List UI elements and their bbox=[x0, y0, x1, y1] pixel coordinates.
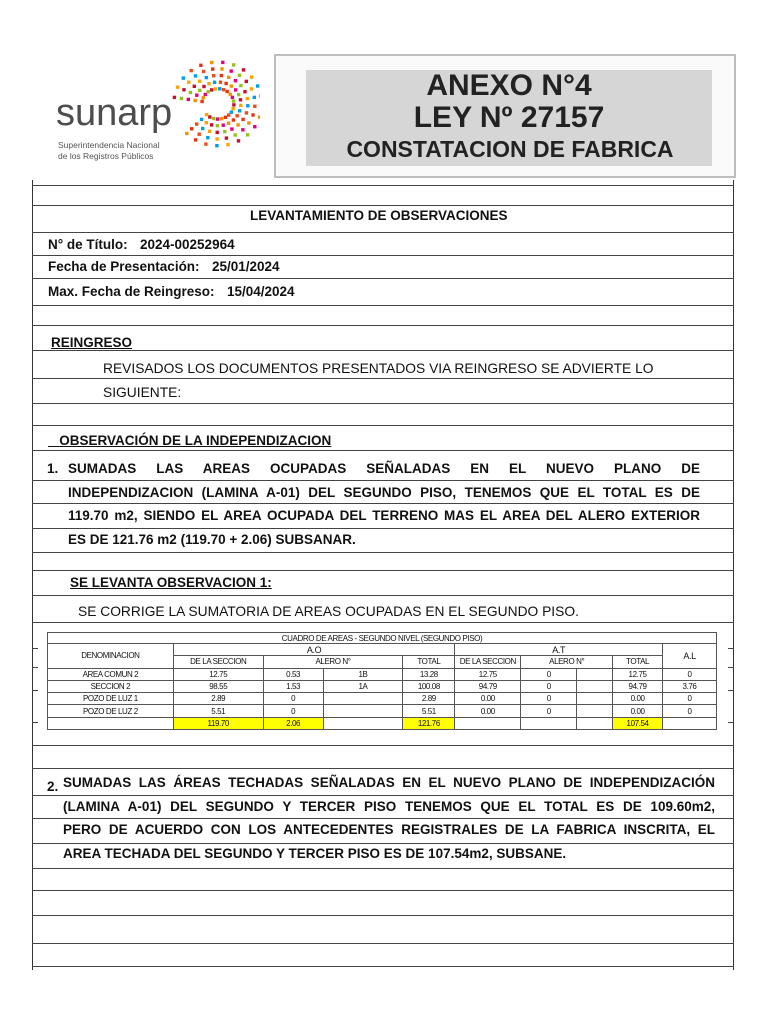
sunburst-dot bbox=[193, 85, 196, 88]
obs2-paragraph bbox=[63, 771, 715, 865]
sunburst-dot bbox=[253, 125, 256, 128]
total-at-total: 107.54 bbox=[613, 717, 663, 729]
sunburst-dot bbox=[253, 96, 256, 99]
table-cell: 2.89 bbox=[173, 693, 263, 705]
table-header-cell: TOTAL bbox=[613, 656, 663, 668]
sunburst-dot bbox=[243, 90, 246, 93]
ruled-line bbox=[32, 278, 734, 279]
sunburst-dot bbox=[180, 97, 183, 100]
sunburst-dot bbox=[232, 99, 235, 102]
sunburst-dot bbox=[226, 90, 229, 93]
sunburst-dot bbox=[230, 127, 233, 130]
sunburst-dot bbox=[190, 127, 193, 130]
sunburst-dot bbox=[230, 111, 233, 114]
total-ao-alero: 2.06 bbox=[263, 717, 323, 729]
ruled-line bbox=[32, 325, 734, 326]
sunburst-dot bbox=[210, 88, 213, 91]
sunburst-dot bbox=[205, 121, 208, 124]
sunburst-dot bbox=[215, 144, 218, 147]
sunburst-dot bbox=[239, 104, 242, 107]
sunburst-dot bbox=[239, 98, 242, 101]
total-ao-total: 121.76 bbox=[403, 717, 455, 729]
max-fecha-label: Max. Fecha de Reingreso: bbox=[48, 284, 215, 299]
sunburst-dot bbox=[241, 118, 244, 121]
table-cell: 12.75 bbox=[613, 668, 663, 680]
table-cell: 0 bbox=[521, 680, 577, 692]
ruled-line bbox=[32, 205, 734, 206]
table-header-cell: TOTAL bbox=[403, 656, 455, 668]
sunburst-dot bbox=[239, 84, 242, 87]
logo-subtitle-1: Superintendencia Nacional bbox=[58, 140, 160, 150]
levanta-heading: SE LEVANTA OBSERVACION 1: bbox=[70, 575, 272, 590]
obs2-line: SUMADAS LAS ÁREAS TECHADAS SEÑALADAS EN EL NUEVO PLANO DE INDEPENDIZACIÓN bbox=[63, 775, 715, 790]
ruled-line bbox=[32, 966, 734, 967]
sunburst-dot bbox=[195, 94, 198, 97]
obs2-line: PERO DE ACUERDO CON LOS ANTECEDENTES REGISTRALES DE LA FABRICA INSCRITA, EL bbox=[63, 822, 715, 837]
logo-subtitle-2: de los Registros Públicos bbox=[58, 151, 154, 161]
sunburst-dot bbox=[187, 98, 190, 101]
table-header-cell: ALERO N° bbox=[521, 656, 613, 668]
sunburst-dot bbox=[230, 84, 233, 87]
table-cell: 100.08 bbox=[403, 680, 455, 692]
anexo-header-box bbox=[274, 54, 736, 178]
table-cell bbox=[323, 717, 403, 729]
sunburst-dot bbox=[202, 96, 205, 99]
sunburst-dot bbox=[246, 97, 249, 100]
ley-title: LEY Nº 27157 bbox=[413, 101, 605, 134]
table-cell: 94.79 bbox=[613, 680, 663, 692]
sunburst-dot bbox=[208, 130, 211, 133]
sunarp-logo bbox=[50, 58, 260, 168]
sunburst-dot bbox=[236, 114, 239, 117]
table-cell: POZO DE LUZ 1 bbox=[48, 693, 174, 705]
ruled-line bbox=[32, 403, 734, 404]
sunburst-dot bbox=[224, 116, 227, 119]
table-cell bbox=[323, 705, 403, 717]
sunburst-dot bbox=[246, 133, 249, 136]
table-cell: 13.28 bbox=[403, 668, 455, 680]
sunburst-dot bbox=[256, 84, 259, 87]
sunburst-dot bbox=[237, 139, 240, 142]
sunburst-dot bbox=[222, 88, 225, 91]
anexo-title: ANEXO N°4 bbox=[426, 69, 592, 102]
sunburst-dot bbox=[206, 136, 209, 139]
sunburst-dot bbox=[223, 130, 226, 133]
sunburst-dot bbox=[222, 124, 225, 127]
sunburst-dot bbox=[259, 94, 260, 97]
sunburst-dot bbox=[205, 76, 208, 79]
sunburst-dot bbox=[221, 61, 224, 64]
revisados-line-2: SIGUIENTE: bbox=[103, 385, 182, 400]
sunburst-dot bbox=[210, 61, 213, 64]
observacion-heading: OBSERVACIÓN DE LA INDEPENDIZACION bbox=[59, 433, 332, 448]
sunburst-dot bbox=[218, 87, 221, 90]
table-cell bbox=[323, 693, 403, 705]
obs1-line: SUMADAS LAS AREAS OCUPADAS SEÑALADAS EN EL NUEVO PLANO DE bbox=[68, 461, 700, 476]
sunburst-dot bbox=[200, 118, 203, 121]
sunburst-dot bbox=[224, 82, 227, 85]
total-ao-seccion: 119.70 bbox=[173, 717, 263, 729]
sunburst-dot bbox=[236, 123, 239, 126]
sunburst-dot bbox=[250, 87, 253, 90]
margin-tick bbox=[32, 648, 38, 649]
fecha-value: 25/01/2024 bbox=[212, 259, 280, 274]
sunburst-dot bbox=[234, 79, 237, 82]
ruled-line bbox=[32, 890, 734, 891]
table-cell: 3.76 bbox=[663, 680, 717, 692]
ruled-line bbox=[32, 378, 734, 379]
table-cell: SECCION 2 bbox=[48, 680, 174, 692]
table-cell: 5.51 bbox=[173, 705, 263, 717]
table-header-cell: ALERO N° bbox=[263, 656, 403, 668]
sunburst-dot bbox=[176, 86, 179, 89]
sunburst-dot bbox=[211, 67, 214, 70]
margin-tick bbox=[728, 667, 734, 668]
sunburst-dot bbox=[241, 128, 244, 131]
sunburst-dot bbox=[198, 133, 201, 136]
sunburst-dot bbox=[190, 69, 193, 72]
ruled-line bbox=[32, 570, 734, 571]
sunburst-dot bbox=[238, 74, 241, 77]
table-cell bbox=[577, 705, 613, 717]
table-header-al: A.L bbox=[663, 644, 717, 669]
sunburst-dot bbox=[215, 137, 218, 140]
table-cell: 0 bbox=[521, 705, 577, 717]
sunburst-dot bbox=[238, 109, 241, 112]
obs1-line: ES DE 121.76 m2 (119.70 + 2.06) SUBSANAR. bbox=[68, 531, 356, 547]
table-cell: 1.53 bbox=[263, 680, 323, 692]
sunburst-dot bbox=[185, 132, 188, 135]
ruled-line bbox=[32, 425, 734, 426]
table-header-denominacion: DENOMINACION bbox=[48, 644, 174, 669]
sunburst-dot bbox=[212, 74, 215, 77]
table-cell: POZO DE LUZ 2 bbox=[48, 705, 174, 717]
table-cell bbox=[521, 717, 577, 729]
ruled-line bbox=[32, 943, 734, 944]
sunburst-dot bbox=[200, 100, 203, 103]
sunburst-dot bbox=[232, 63, 235, 66]
ruled-line bbox=[32, 552, 734, 553]
table-cell: 0.00 bbox=[613, 693, 663, 705]
ruled-line bbox=[32, 305, 734, 306]
sunburst-dot bbox=[250, 75, 253, 78]
obs2-number: 2. bbox=[47, 779, 59, 794]
sunburst-dot bbox=[216, 124, 219, 127]
titulo-label: N° de Título: bbox=[48, 237, 128, 252]
obs1-paragraph bbox=[68, 457, 700, 551]
sunburst-dot bbox=[173, 96, 176, 99]
sunburst-dot bbox=[231, 96, 234, 99]
table-cell: 12.75 bbox=[455, 668, 521, 680]
table-cell: 5.51 bbox=[403, 705, 455, 717]
table-cell: 94.79 bbox=[455, 680, 521, 692]
table-cell: 0 bbox=[663, 705, 717, 717]
obs2-line: (LAMINA A-01) DEL SEGUNDO Y TERCER PISO TENEMOS QUE EL TOTAL ES DE 109.60m2, bbox=[63, 798, 715, 814]
fecha-label: Fecha de Presentación: bbox=[48, 259, 200, 274]
sunburst-dot bbox=[182, 88, 185, 91]
table-cell: 0 bbox=[663, 668, 717, 680]
section-heading: LEVANTAMIENTO DE OBSERVACIONES bbox=[250, 208, 508, 223]
reingreso-heading: REINGRESO bbox=[51, 335, 133, 350]
sunburst-dot bbox=[187, 81, 190, 84]
sunburst-dot bbox=[234, 88, 237, 91]
table-row bbox=[48, 668, 717, 680]
sunburst-dot bbox=[204, 93, 207, 96]
sunburst-dot bbox=[237, 93, 240, 96]
ruled-line bbox=[32, 185, 734, 186]
table-header-cell: DE LA SECCION bbox=[173, 656, 263, 668]
table-cell bbox=[577, 693, 613, 705]
sunburst-dot bbox=[198, 80, 201, 83]
ruled-line bbox=[32, 350, 734, 351]
ruled-line bbox=[32, 232, 734, 233]
sunburst-dot bbox=[234, 133, 237, 136]
ruled-line bbox=[32, 450, 734, 451]
sunburst-dot bbox=[251, 113, 254, 116]
sunburst-dot bbox=[231, 107, 234, 110]
sunburst-dot bbox=[247, 121, 250, 124]
sunburst-dot bbox=[245, 111, 248, 114]
table-header-cell: DE LA SECCION bbox=[455, 656, 521, 668]
sunburst-dot bbox=[216, 131, 219, 134]
sunburst-dot bbox=[232, 103, 235, 106]
sunburst-dot bbox=[229, 93, 232, 96]
areas-table bbox=[47, 632, 717, 730]
table-cell: 2.89 bbox=[403, 693, 455, 705]
margin-tick bbox=[728, 722, 734, 723]
ruled-line bbox=[32, 255, 734, 256]
sunburst-dot bbox=[214, 87, 217, 90]
table-cell: 0.00 bbox=[455, 693, 521, 705]
obs1-line: INDEPENDIZACION (LAMINA A-01) DEL SEGUNDO PISO, TENEMOS QUE EL TOTAL ES DE bbox=[68, 484, 700, 500]
table-cell: 0 bbox=[663, 693, 717, 705]
logo-wordmark: sunarp bbox=[56, 92, 173, 134]
sunburst-dot bbox=[189, 91, 192, 94]
sunburst-dot bbox=[210, 123, 213, 126]
table-cell: 0 bbox=[263, 705, 323, 717]
revisados-line-1: REVISADOS LOS DOCUMENTOS PRESENTADOS VIA REINGRESO SE ADVIERTE LO bbox=[103, 361, 654, 376]
sunburst-dot bbox=[194, 138, 197, 141]
table-cell bbox=[577, 668, 613, 680]
table-cell bbox=[577, 717, 613, 729]
table-cell: 98.55 bbox=[173, 680, 263, 692]
ruled-line bbox=[32, 595, 734, 596]
sunburst-dot bbox=[219, 81, 222, 84]
table-header-ao: A.O bbox=[173, 644, 455, 656]
table-cell bbox=[455, 717, 521, 729]
table-row bbox=[48, 680, 717, 692]
sunburst-dot bbox=[202, 85, 205, 88]
constatacion-title: CONSTATACION DE FABRICA bbox=[346, 136, 674, 162]
sunburst-dot bbox=[258, 115, 260, 118]
sunburst-dot bbox=[208, 115, 211, 118]
table-cell bbox=[663, 717, 717, 729]
sunburst-dot bbox=[182, 76, 185, 79]
table-cell: 0 bbox=[521, 693, 577, 705]
obs2-line: AREA TECHADA DEL SEGUNDO Y TERCER PISO ES DE 107.54m2, SUBSANE. bbox=[63, 845, 567, 861]
sunburst-dot bbox=[199, 64, 202, 67]
sunburst-dot bbox=[216, 117, 219, 120]
sunburst-dot bbox=[194, 74, 197, 77]
sunburst-dot bbox=[227, 113, 230, 116]
table-totals-row bbox=[48, 717, 717, 729]
sunburst-dot bbox=[195, 122, 198, 125]
ruled-line bbox=[32, 868, 734, 869]
table-cell: 12.75 bbox=[173, 668, 263, 680]
sunburst-dot bbox=[227, 122, 230, 125]
sunburst-dot bbox=[207, 82, 210, 85]
sunburst-dot bbox=[226, 143, 229, 146]
corrige-text: SE CORRIGE LA SUMATORIA DE AREAS OCUPADAS EN EL SEGUNDO PISO. bbox=[78, 604, 579, 619]
sunburst-dot bbox=[207, 90, 210, 93]
table-cell: AREA COMUN 2 bbox=[48, 668, 174, 680]
anexo-header-fill bbox=[306, 70, 712, 166]
table-title: CUADRO DE AREAS - SEGUNDO NIVEL (SEGUNDO PISO) bbox=[48, 633, 717, 644]
table-cell: 1B bbox=[323, 668, 403, 680]
table-cell: 0.00 bbox=[613, 705, 663, 717]
ruled-line bbox=[32, 745, 734, 746]
ruled-line bbox=[32, 622, 734, 623]
sunburst-dot bbox=[201, 127, 204, 130]
margin-tick bbox=[32, 690, 38, 691]
table-cell: 1A bbox=[323, 680, 403, 692]
titulo-value: 2024-00252964 bbox=[140, 237, 235, 252]
ruled-line bbox=[32, 768, 734, 769]
obs1-number: 1. bbox=[47, 461, 59, 476]
table-cell bbox=[48, 717, 174, 729]
sunburst-dot bbox=[220, 74, 223, 77]
sunburst-dot bbox=[220, 67, 223, 70]
sunburst-dot bbox=[202, 70, 205, 73]
margin-tick bbox=[32, 667, 38, 668]
margin-tick bbox=[32, 722, 38, 723]
table-cell: 0 bbox=[263, 693, 323, 705]
table-header-at: A.T bbox=[455, 644, 663, 656]
sunburst-dot bbox=[253, 105, 256, 108]
table-cell bbox=[577, 680, 613, 692]
ruled-line bbox=[32, 915, 734, 916]
table-cell: 0.53 bbox=[263, 668, 323, 680]
table-row bbox=[48, 693, 717, 705]
table-cell: 0.00 bbox=[455, 705, 521, 717]
margin-tick bbox=[728, 690, 734, 691]
sunburst-dot bbox=[225, 136, 228, 139]
sunburst-dot bbox=[212, 117, 215, 120]
sunburst-dot bbox=[205, 113, 208, 116]
sunburst-dot bbox=[227, 76, 230, 79]
sunburst-dot bbox=[242, 68, 245, 71]
sunburst-dot bbox=[213, 81, 216, 84]
sunburst-dot bbox=[246, 104, 249, 107]
sunburst-dot bbox=[204, 142, 207, 145]
table-row bbox=[48, 705, 717, 717]
margin-tick bbox=[728, 648, 734, 649]
sunburst-dot bbox=[198, 89, 201, 92]
sunburst-dot bbox=[232, 118, 235, 121]
sunburst-dot bbox=[194, 99, 197, 102]
sunburst-dot bbox=[245, 80, 248, 83]
sunburst-dot bbox=[230, 69, 233, 72]
sunburst-dot bbox=[220, 117, 223, 120]
obs1-line: 119.70 m2, SIENDO EL AREA OCUPADA DEL TERRENO MAS EL AREA DEL ALERO EXTERIOR bbox=[68, 508, 700, 523]
max-fecha-value: 15/04/2024 bbox=[227, 284, 295, 299]
table-cell: 0 bbox=[521, 668, 577, 680]
